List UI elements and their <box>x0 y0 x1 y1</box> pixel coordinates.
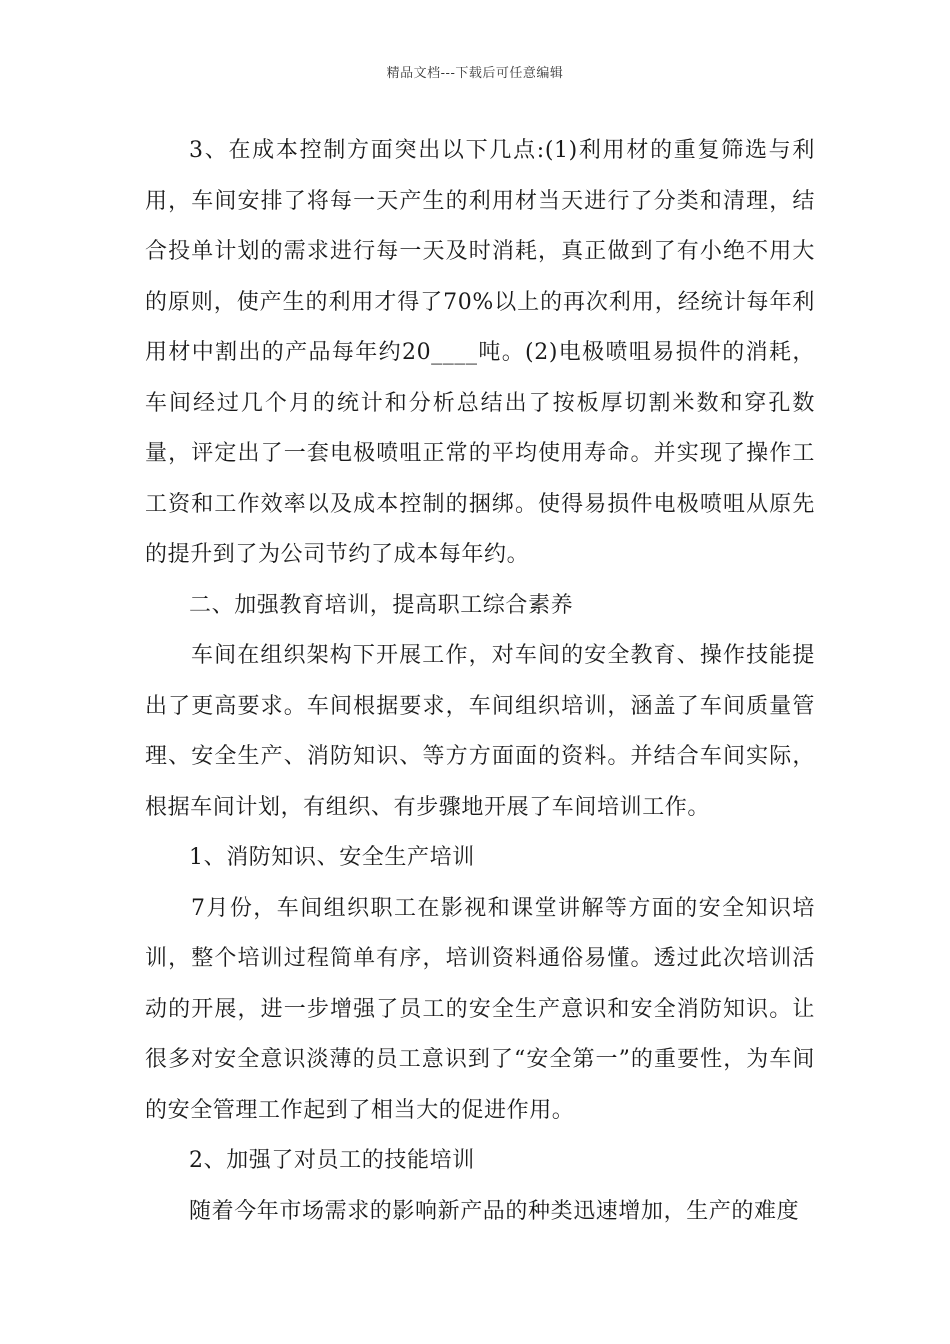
subheading-skills-training: 2、加强了对员工的技能培训 <box>189 1148 475 1173</box>
paragraph-training-overview: 车间在组织架构下开展工作，对车间的安全教育、操作技能提出了更高要求。车间根据要求，车间组织培训，涵盖了车间质量管理、安全生产、消防知识、等方方面面的资料。并结合车间实际，根据车间计划，有组织、有步骤地开展了车间培训工作。 <box>145 643 815 820</box>
page-header: 精品文档---下载后可任意编辑 <box>386 66 564 81</box>
paragraph-cost-control: 3、在成本控制方面突出以下几点:(1)利用材的重复筛选与利用，车间安排了将每一天产生的利用材当天进行了分类和清理，结合投单计划的需求进行每一天及时消耗，真正做到了有小绝不用大的原则，使产生的利用才得了70%以上的再次利用，经统计每年利用材中割出的产品每年约20____吨。(2)电极喷咀易损件的消耗，车间经过几个月的统计和分析总结出了按板厚切割米数和穿孔数量，评定出了一套电极喷咀正常的平均使用寿命。并实现了操作工工资和工作效率以及成本控制的捆绑。使得易损件电极喷咀从原先的提升到了为公司节约了成本每年约。 <box>145 138 815 567</box>
document-body <box>145 126 815 1237</box>
paragraph-skills-training: 随着今年市场需求的影响新产品的种类迅速增加，生产的难度 <box>189 1198 800 1224</box>
section-heading-training: 二、加强教育培训，提高职工综合素养 <box>189 592 574 618</box>
subheading-fire-safety: 1、消防知识、安全生产培训 <box>189 845 475 870</box>
paragraph-fire-safety: 7月份，车间组织职工在影视和课堂讲解等方面的安全知识培训，整个培训过程简单有序，培训资料通俗易懂。透过此次培训活动的开展，进一步增强了员工的安全生产意识和安全消防知识。让很多对安全意识淡薄的员工意识到了“安全第一”的重要性，为车间的安全管理工作起到了相当大的促进作用。 <box>145 895 815 1123</box>
